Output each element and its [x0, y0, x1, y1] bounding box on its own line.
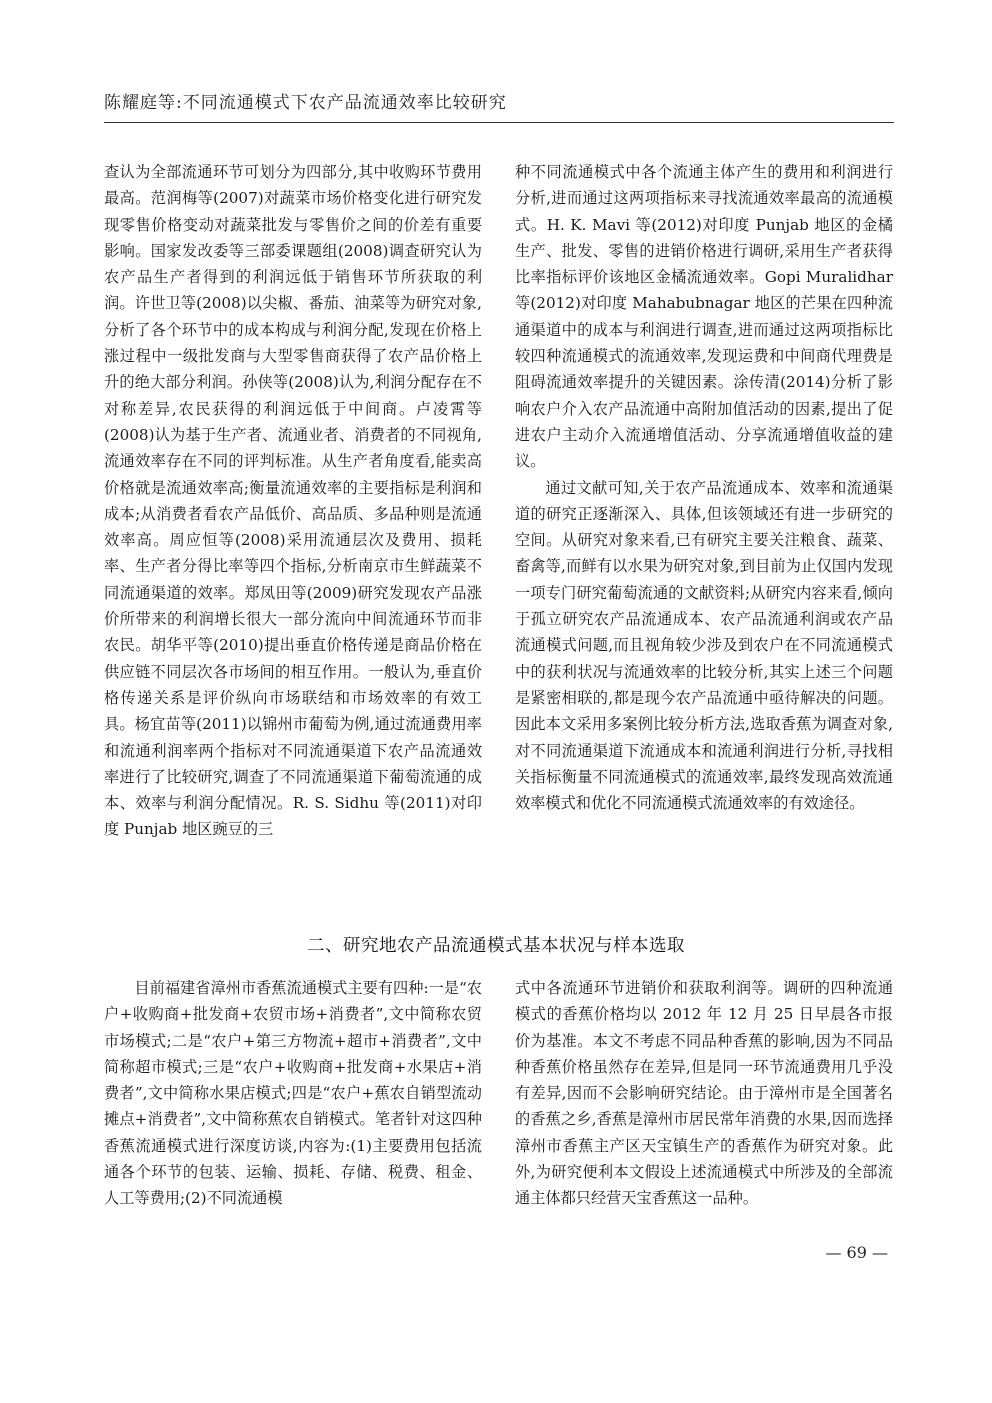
page-number: — 69 — — [825, 1243, 888, 1262]
paragraph: 查认为全部流通环节可划分为四部分,其中收购环节费用最高。范润梅等(2007)对蔬菜市场价格变化进行研究发现零售价格变动对蔬菜批发与零售价之间的价差有重要影响。国家发改委等三部委课题组(2008)调查研究认为农产品生产者得到的利润远低于销售环节所获取的利润。许世卫等(2008)以尖椒、番茄、油菜等为研究对象,分析了各个环节中的成本构成与利润分配,发现在价格上涨过程中一级批发商与大型零售商获得了农产品价格上升的绝大部分利润。孙侠等(2008)认为,利润分配存在不对称差异,农民获得的利润远低于中间商。卢凌霄等(2008)认为基于生产者、流通业者、消费者的不同视角,流通效率存在不同的评判标准。从生产者角度看,能卖高价格就是流通效率高;衡量流通效率的主要指标是利润和成本;从消费者看农产品低价、高品质、多品种则是流通效率高。周应恒等(2008)采用流通层次及费用、损耗率、生产者分得比率等四个指标,分析南京市生鲜蔬菜不同流通渠道的效率。郑凤田等(2009)研究发现农产品涨价所带来的利润增长很大一部分流向中间流通环节而非农民。胡华平等(2010)提出垂直价格传递是商品价格在供应链不同层次各市场间的相互作用。一般认为,垂直价格传递关系是评价纵向市场联结和市场效率的有效工具。杨宜苗等(2011)以锦州市葡萄为例,通过流通费用率和流通利润率两个指标对不同流通渠道下农产品流通效率进行了比较研究,调查了不同流通渠道下葡萄流通的成本、效率与利润分配情况。R. S. Sidhu 等(2011)对印度 Punjab 地区豌豆的三 — [104, 163, 482, 839]
bottom-left-column — [104, 975, 482, 1212]
top-left-column — [104, 159, 482, 843]
paragraph: 通过文献可知,关于农产品流通成本、效率和流通渠道的研究正逐渐深入、具体,但该领域还有进一步研究的空间。从研究对象来看,已有研究主要关注粮食、蔬菜、畜禽等,而鲜有以水果为研究对象,到目前为止仅国内发现一项专门研究葡萄流通的文献资料;从研究内容来看,倾向于孤立研究农产品流通成本、农产品流通利润或农产品流通模式问题,而且视角较少涉及到农户在不同流通模式中的获利状况与流通效率的比较分析,其实上述三个问题是紧密相联的,都是现今农产品流通中亟待解决的问题。因此本文采用多案例比较分析方法,选取香蕉为调查对象,对不同流通渠道下流通成本和流通利润进行分析,寻找相关指标衡量不同流通模式的流通效率,最终发现高效流通效率模式和优化不同流通模式流通效率的有效途径。 — [515, 478, 893, 813]
top-right-column — [515, 159, 893, 816]
paragraph: 种不同流通模式中各个流通主体产生的费用和利润进行分析,进而通过这两项指标来寻找流通效率最高的流通模式。H. K. Mavi 等(2012)对印度 Punjab 地区的金橘生产、批发、零售的进销价格进行调研,采用生产者获得比率指标评价该地区金橘流通效率。Gopi Muralidhar 等(2012)对印度 Mahabubnagar 地区的芒果在四种流通渠道中的成本与利润进行调查,进而通过这两项指标比较四种流通模式的流通效率,发现运费和中间商代理费是阻碍流通效率提升的关键因素。涂传清(2014)分析了影响农户介入农产品流通中高附加值活动的因素,提出了促进农户主动介入流通增值活动、分享流通增值收益的建议。 — [515, 163, 893, 471]
paragraph: 目前福建省漳州市香蕉流通模式主要有四种:一是“农户+收购商+批发商+农贸市场+消费者”,文中简称农贸市场模式;二是“农户+第三方物流+超市+消费者”,文中简称超市模式;三是“农户+收购商+批发商+水果店+消费者”,文中简称水果店模式;四是“农户+蕉农自销型流动摊点+消费者”,文中简称蕉农自销模式。笔者针对这四种香蕉流通模式进行深度访谈,内容为:(1)主要费用包括流通各个环节的包装、运输、损耗、存储、税费、租金、人工等费用;(2)不同流通模 — [104, 979, 482, 1208]
running-header: 陈耀庭等:不同流通模式下农产品流通效率比较研究 — [104, 93, 507, 113]
paragraph: 式中各流通环节进销价和获取利润等。调研的四种流通模式的香蕉价格均以 2012 年 12 月 25 日早晨各市报价为基准。本文不考虑不同品种香蕉的影响,因为不同品种香蕉价格虽然存在差异,但是同一环节流通费用几乎没有差异,因而不会影响研究结论。由于漳州市是全国著名的香蕉之乡,香蕉是漳州市居民常年消费的水果,因而选择漳州市香蕉主产区天宝镇生产的香蕉作为研究对象。此外,为研究便利本文假设上述流通模式中所涉及的全部流通主体都只经营天宝香蕉这一品种。 — [515, 979, 893, 1208]
header-rule — [104, 122, 894, 123]
section-heading: 二、研究地农产品流通模式基本状况与样本选取 — [307, 936, 685, 956]
bottom-right-column — [515, 975, 893, 1212]
